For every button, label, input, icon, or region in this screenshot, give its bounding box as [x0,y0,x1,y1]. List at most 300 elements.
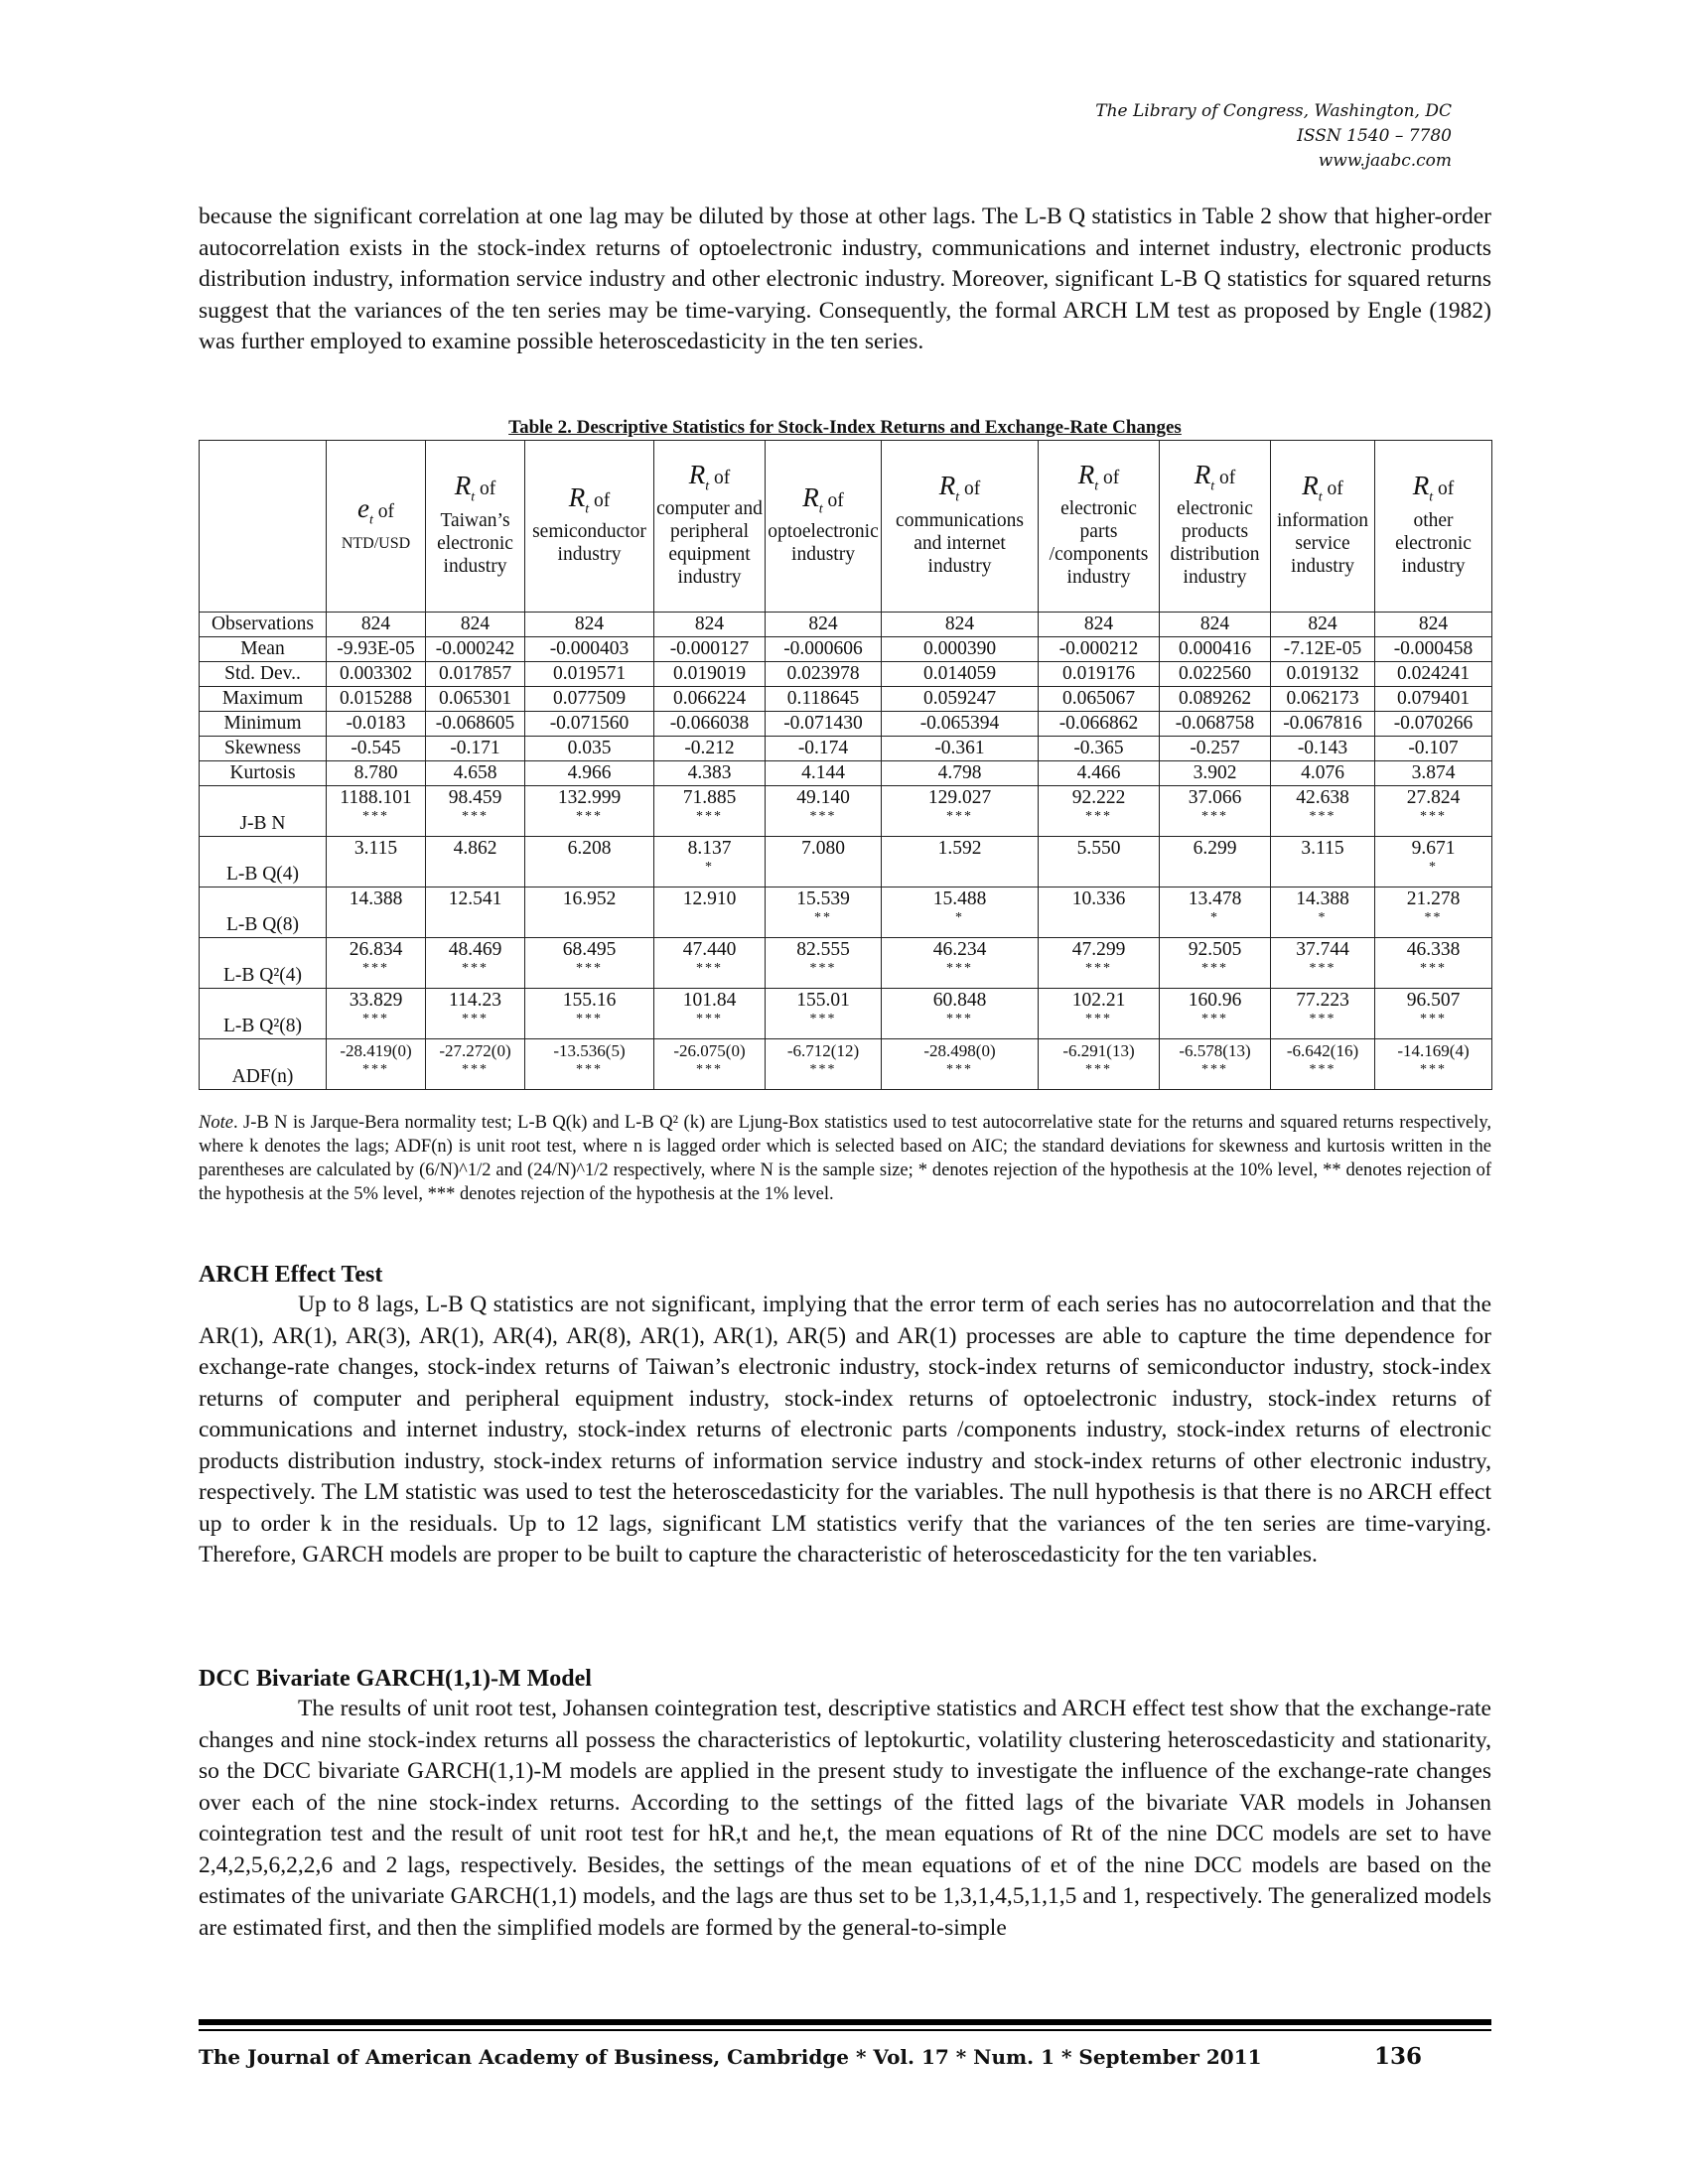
column-header [1375,441,1492,613]
cell-value: -27.272(0) [439,1041,511,1060]
symbol-subscript: t [585,501,590,517]
cell-value: 824 [944,614,975,634]
column-label: optoelectronic industry [768,521,879,566]
cell-value: 824 [1418,614,1449,634]
table-cell [766,786,882,837]
significance-stars: *** [576,809,603,824]
cell-value: 3.115 [1301,838,1344,859]
cell-value: 26.834 [349,939,403,960]
table-cell [1375,613,1492,637]
variable-symbol [1412,471,1434,505]
significance-stars: *** [809,1062,837,1077]
cell-value: -0.365 [1073,738,1124,758]
of-word: of [480,478,496,500]
header-corner-cell [200,441,327,613]
table-cell [525,613,654,637]
table-cell [654,637,766,662]
cell-value: 98.459 [448,787,502,808]
cell-value: -0.0183 [346,713,406,734]
table-cell [525,1039,654,1090]
significance-stars: *** [462,809,489,824]
table-cell [882,938,1039,989]
cell-value: 33.829 [349,990,403,1011]
variable-symbol [1194,459,1215,494]
column-label: electronic parts /components industry [1049,498,1149,589]
table-cell [525,989,654,1039]
table-cell [327,1039,426,1090]
footer-journal: The Journal of American Academy of Business, Cambridge * Vol. 17 * Num. 1 * September 2011 [199,2045,1262,2069]
symbol-subscript: t [1094,478,1099,494]
cell-value: 4.862 [453,838,497,859]
table-cell [1271,737,1375,761]
table-cell [882,637,1039,662]
significance-stars: *** [576,1062,603,1077]
cell-value: 21.278 [1406,888,1461,909]
page-number: 136 [1373,2043,1422,2070]
significance-stars: *** [1420,961,1447,976]
table-cell [426,761,525,786]
cell-value: 1188.101 [340,787,412,808]
cell-value: -0.107 [1408,738,1459,758]
cell-value: 47.299 [1071,939,1126,960]
table-cell [1271,887,1375,938]
symbol-letter: R [1412,471,1430,501]
cell-value: -26.075(0) [673,1041,746,1060]
cell-value: 15.539 [796,888,850,909]
table-row [200,761,1492,786]
variable-symbol [802,481,823,517]
cell-value: 77.223 [1296,990,1349,1011]
of-word: of [1103,467,1120,488]
column-label: semiconductor industry [532,521,646,566]
significance-stars: * [705,860,714,875]
table-cell [1160,712,1271,737]
table-cell [1160,613,1271,637]
cell-value: 9.671 [1411,838,1456,859]
table-cell [654,737,766,761]
table-cell [1160,887,1271,938]
table-cell [654,786,766,837]
note-text: . J-B N is Jarque-Bera normality test; L-B Q(k) and L-B Q² (k) are Ljung-Box statistics used to test autocorrelative state for the returns and squared returns respectively, where k denotes the lags; ADF(n) is unit root test, where n is lagged order which is selected based on AIC; the standard deviations for skewness and kurtosis written in the parentheses are calculated by (6/N)^1/2 and (24/N)^1/2 respectively, where N is the sample size; * denotes rejection of the hypothesis at the 10% level, ** denotes rejection of the hypothesis at the 5% level, *** denotes rejection of the hypothesis at the 1% level. [199,1113,1491,1204]
column-header [1160,441,1271,613]
column-header [882,441,1039,613]
cell-value: 10.336 [1071,888,1126,909]
table-note [199,1111,1491,1206]
cell-value: 0.017857 [438,663,512,684]
table-cell [327,613,426,637]
symbol-letter: R [1302,471,1319,501]
cell-value: 3.115 [353,838,398,859]
table-cell [766,1039,882,1090]
cell-value: -0.212 [684,738,735,758]
symbol-subscript: t [705,478,710,494]
intro-paragraph [199,202,1491,358]
significance-stars: ** [814,910,832,925]
table-cell [766,613,882,637]
table-cell [1039,761,1160,786]
significance-stars: * [1210,910,1219,925]
cell-value: 14.388 [1296,888,1349,909]
cell-value: 92.222 [1071,787,1126,808]
table-cell [327,887,426,938]
header-issn: ISSN 1540 – 7780 [1297,126,1452,146]
significance-stars: *** [1201,961,1228,976]
table-cell [426,938,525,989]
table-cell [1160,761,1271,786]
significance-stars: *** [1420,809,1447,824]
variable-symbol [568,481,590,517]
significance-stars: *** [462,961,489,976]
table-cell [766,837,882,887]
table-cell [426,613,525,637]
cell-value: -0.071560 [549,713,630,734]
table-cell [1039,737,1160,761]
cell-value: 13.478 [1188,888,1242,909]
table-cell [654,712,766,737]
column-label: information service industry [1276,509,1369,577]
cell-value: 48.469 [448,939,502,960]
cell-value: -0.361 [934,738,985,758]
column-label: NTD/USD [341,535,411,553]
variable-symbol [454,471,476,505]
significance-stars: *** [1420,1012,1447,1026]
column-label: Taiwan’s electronic industry [437,509,513,577]
symbol-subscript: t [955,489,960,505]
table-row [200,887,1492,938]
table-cell [766,761,882,786]
cell-value: 4.144 [801,762,845,783]
row-label: Kurtosis [200,761,327,786]
header-publisher: The Library of Congress, Washington, DC [1095,101,1452,121]
table-cell [1160,662,1271,687]
dcc-paragraph: The results of unit root test, Johansen cointegration test, descriptive statistics and ARCH effect test show that the exchange-rate changes and nine stock-index returns all possess the characteristics of leptokurtic, volatility clustering heteroscedasticity and stationarity, so the DCC bivariate GARCH(1,1)-M models are applied in the present study to investigate the influence of the exchange-rate changes over each of the nine stock-index returns. According to the settings of the fitted lags of the bivariate VAR models in Johansen cointegration test and the result of unit root test for hR,t and he,t, the mean equations of Rt of the nine DCC models are set to have 2,4,2,5,6,2,2,6 and 2 lags, respectively. Besides, the settings of the mean equations of et of the nine DCC models are based on the estimates of the univariate GARCH(1,1) models, and the lags are thus set to be 1,3,1,4,5,1,1,5 and 1, respectively. The generalized models are estimated first, and then the simplified models are formed by the general-to-simple [199,1696,1491,1941]
significance-stars: *** [462,1012,489,1026]
column-header [1039,441,1160,613]
cell-value: -6.642(16) [1286,1041,1359,1060]
cell-value: 27.824 [1406,787,1461,808]
table-cell [1039,1039,1160,1090]
cell-value: 0.014059 [922,663,997,684]
cell-value: 824 [1308,614,1337,634]
table-cell [1039,637,1160,662]
table-cell [1039,938,1160,989]
page-footer [199,2045,1491,2069]
intro-text: because the significant correlation at one lag may be diluted by those at other lags. The L-B Q statistics in Table 2 show that higher-order autocorrelation exists in the stock-index returns of optoelectronic industry, communications and internet industry, electronic products distribution industry, information service industry and other electronic industry. Moreover, significant L-B Q statistics for squared returns suggest that the variances of the ten series may be time-varying. Consequently, the formal ARCH LM test as proposed by Engle (1982) was further employed to examine possible heteroscedasticity in the ten series. [199,204,1491,354]
significance-stars: *** [1309,809,1336,824]
table-cell [766,662,882,687]
variable-symbol [688,459,710,494]
cell-value: 0.118645 [786,688,860,709]
cell-value: 0.019571 [552,663,627,684]
table-cell [1039,786,1160,837]
cell-value: 6.299 [1193,838,1237,859]
table-cell [426,989,525,1039]
table-cell [882,887,1039,938]
table-cell [882,737,1039,761]
cell-value: -14.169(4) [1397,1041,1470,1060]
symbol-letter: R [568,481,586,512]
significance-stars: *** [1201,1062,1228,1077]
table-cell [1375,712,1492,737]
section-body-dcc [199,1694,1491,1944]
table-cell [766,687,882,712]
cell-value: 0.065301 [438,688,512,709]
significance-stars: * [1429,860,1438,875]
table-cell [882,687,1039,712]
table-row [200,786,1492,837]
significance-stars: *** [576,961,603,976]
cell-value: -7.12E-05 [1283,638,1362,659]
cell-value: 0.079401 [1396,688,1471,709]
cell-value: -0.066862 [1058,713,1139,734]
cell-value: 68.495 [562,939,617,960]
table-cell [327,637,426,662]
cell-value: 0.077509 [552,688,627,709]
significance-stars: *** [362,1062,389,1077]
table-cell [1375,737,1492,761]
table-cell [654,887,766,938]
of-word: of [1438,478,1455,500]
table-cell [882,786,1039,837]
significance-stars: *** [576,1012,603,1026]
cell-value: -0.067816 [1283,713,1362,734]
significance-stars: ** [1424,910,1443,925]
significance-stars: *** [696,1012,723,1026]
table-cell [766,712,882,737]
column-header [766,441,882,613]
cell-value: -13.536(5) [553,1041,626,1060]
table-cell [1160,687,1271,712]
cell-value: 4.966 [567,762,612,783]
symbol-subscript: t [818,501,823,517]
cell-value: 37.066 [1188,787,1242,808]
of-word: of [594,489,611,511]
table-cell [1039,887,1160,938]
symbol-subscript: t [1210,478,1215,494]
note-label: Note [199,1113,233,1133]
cell-value: 4.383 [687,762,732,783]
table-cell [327,837,426,887]
header-website: www.jaabc.com [1318,151,1452,171]
table-cell [1271,687,1375,712]
cell-value: 0.065067 [1061,688,1136,709]
significance-stars: *** [946,1062,973,1077]
table-row [200,637,1492,662]
table-row [200,687,1492,712]
significance-stars: *** [696,1062,723,1077]
table-cell [525,637,654,662]
table-cell [882,837,1039,887]
row-label: Mean [200,637,327,662]
cell-value: 0.019176 [1061,663,1136,684]
table-cell [1375,938,1492,989]
cell-value: -0.000403 [549,638,630,659]
column-header [525,441,654,613]
cell-value: -0.143 [1297,738,1348,758]
significance-stars: *** [809,809,837,824]
cell-value: 4.076 [1301,762,1344,783]
significance-stars: * [1318,910,1328,925]
table-cell [1375,837,1492,887]
table-cell [327,761,426,786]
table-cell [1271,1039,1375,1090]
of-word: of [714,467,731,488]
significance-stars: *** [809,1012,837,1026]
table-cell [766,938,882,989]
symbol-subscript: t [1429,489,1434,505]
of-word: of [377,500,394,522]
table-cell [882,761,1039,786]
cell-value: 824 [694,614,725,634]
table-cell [327,938,426,989]
symbol-letter: R [938,471,956,501]
cell-value: -0.545 [351,738,401,758]
cell-value: 824 [460,614,491,634]
cell-value: 42.638 [1296,787,1349,808]
cell-value: 6.208 [567,838,612,859]
cell-value: 46.234 [932,939,987,960]
significance-stars: *** [946,809,973,824]
cell-value: -0.070266 [1393,713,1474,734]
cell-value: 4.658 [453,762,497,783]
table-cell [1375,989,1492,1039]
symbol-letter: R [454,471,472,501]
row-label: J-B N [200,786,327,837]
significance-stars: *** [1309,1012,1336,1026]
table-cell [1271,989,1375,1039]
table-cell [1160,989,1271,1039]
table-cell [766,637,882,662]
significance-stars: *** [946,961,973,976]
footer-rule-thin [199,2029,1491,2031]
symbol-subscript: t [368,512,373,528]
table-cell [426,786,525,837]
table-cell [1271,837,1375,887]
table-cell [1039,837,1160,887]
cell-value: -0.071430 [783,713,863,734]
cell-value: 46.338 [1406,939,1461,960]
table-row [200,737,1492,761]
cell-value: 49.140 [796,787,850,808]
row-label: L-B Q²(8) [200,989,327,1039]
symbol-letter: R [802,481,819,512]
row-label: Minimum [200,712,327,737]
significance-stars: *** [1309,961,1336,976]
table-cell [327,786,426,837]
cell-value: 824 [1199,614,1230,634]
table-cell [882,662,1039,687]
cell-value: -0.066038 [669,713,750,734]
cell-value: -6.712(12) [786,1041,860,1060]
significance-stars: *** [1085,961,1112,976]
column-label: electronic products distribution industry [1170,498,1260,589]
table-cell [1160,1039,1271,1090]
table-cell [426,637,525,662]
cell-value: 71.885 [682,787,737,808]
table-cell [654,1039,766,1090]
cell-value: 0.062173 [1286,688,1359,709]
table-cell [1375,887,1492,938]
cell-value: 0.000390 [922,638,997,659]
variable-symbol [357,492,373,528]
column-label: computer and peripheral equipment industry [656,498,763,589]
table-cell [426,662,525,687]
column-header [654,441,766,613]
cell-value: 824 [360,614,391,634]
table-cell [525,662,654,687]
table-cell [1375,637,1492,662]
table-cell [327,989,426,1039]
running-header [1095,99,1452,174]
cell-value: 47.440 [682,939,737,960]
table-cell [525,887,654,938]
cell-value: 114.23 [449,990,501,1011]
cell-value: 0.066224 [672,688,747,709]
table-cell [1271,786,1375,837]
table-cell [525,938,654,989]
row-label: ADF(n) [200,1039,327,1090]
cell-value: 60.848 [932,990,987,1011]
row-label: Skewness [200,737,327,761]
table-cell [1039,662,1160,687]
cell-value: -6.578(13) [1179,1041,1251,1060]
table-cell [1271,712,1375,737]
cell-value: -9.93E-05 [337,638,415,659]
cell-value: -0.171 [450,738,500,758]
cell-value: 96.507 [1406,990,1461,1011]
significance-stars: *** [1085,1012,1112,1026]
cell-value: 129.027 [927,787,992,808]
table-cell [1271,613,1375,637]
cell-value: -0.000212 [1058,638,1139,659]
row-label: L-B Q(8) [200,887,327,938]
cell-value: 132.999 [557,787,622,808]
row-label: Std. Dev.. [200,662,327,687]
cell-value: -0.174 [797,738,849,758]
significance-stars: *** [696,961,723,976]
table-cell [1271,938,1375,989]
table-cell [426,712,525,737]
table-cell [1160,786,1271,837]
cell-value: 15.488 [932,888,987,909]
symbol-letter: R [1077,459,1095,489]
table-cell [525,761,654,786]
table-cell [327,687,426,712]
column-header [327,441,426,613]
cell-value: 0.089262 [1178,688,1252,709]
table-cell [1160,837,1271,887]
table-cell [327,712,426,737]
table-cell [1271,637,1375,662]
table-cell [1160,637,1271,662]
cell-value: 0.035 [567,738,612,758]
table-cell [1375,761,1492,786]
table-cell [882,712,1039,737]
table-cell [654,989,766,1039]
row-label: L-B Q²(4) [200,938,327,989]
table-cell [327,662,426,687]
table-cell [426,687,525,712]
table-cell [654,938,766,989]
column-label: other electronic industry [1395,509,1472,577]
cell-value: 824 [808,614,838,634]
significance-stars: *** [1085,809,1112,824]
table-cell [1160,737,1271,761]
symbol-letter: R [688,459,706,489]
cell-value: 8.780 [353,762,398,783]
significance-stars: *** [1085,1062,1112,1077]
significance-stars: *** [1309,1062,1336,1077]
